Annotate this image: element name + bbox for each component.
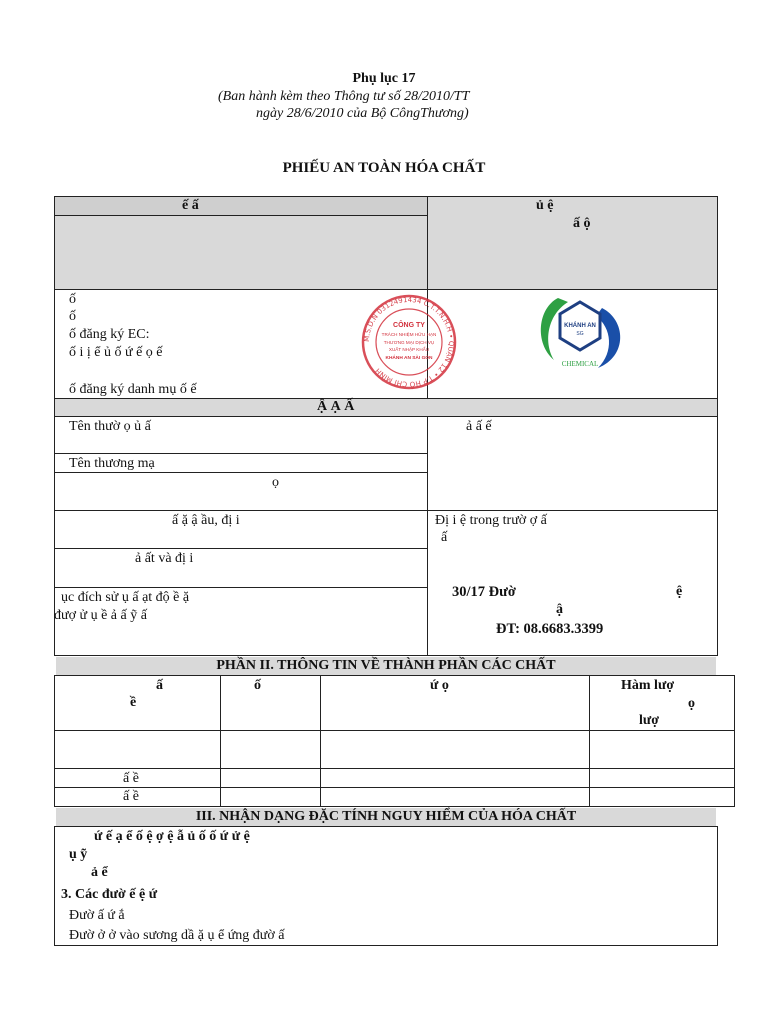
svg-text:CHEMICAL: CHEMICAL [561,360,599,368]
emergency-contact-label: Đị i ệ trong trườ ợ ấ [435,513,547,528]
identification-bar-title: Ậ Ạ Ấ [317,399,355,414]
col-content-head: Hàm lượ [621,678,675,693]
purpose-label-2: đượ ử ụ ề ả ấ ỹ ấ [54,608,147,623]
supplier-label: ả ấ ế [466,419,492,434]
section2-row-a: ấ ề [123,771,139,786]
hazard-classification-line-2: ụ ỹ [69,847,88,862]
col-content-head-2: ọ [688,696,695,711]
emergency-contact-label-2: ấ [441,530,448,545]
company-logo [528,288,632,376]
issued-line-2: ngày 28/6/2010 của Bộ CôngThương) [256,106,469,121]
svg-text:CÔNG TY: CÔNG TY [393,322,425,329]
warning-label-line: ả ể [91,865,108,880]
purpose-label-1: ục đích sử ụ ấ ạt độ ề ặ [61,590,190,605]
svg-text:XUẤT NHẬP KHẨU: XUẤT NHẬP KHẨU [388,347,430,352]
trade-name-label: Tên thương mạ [69,456,155,471]
section1-head-left: ế ấ [182,198,199,213]
issued-line-1: (Ban hành kèm theo Thông tư số 28/2010/TT [218,89,470,104]
col-name-head: ấ [156,678,163,693]
appendix-label: Phụ lục 17 [352,71,416,86]
svg-text:KHÁNH AN: KHÁNH AN [564,323,596,329]
ec-label: ố đăng ký EC: [69,327,150,342]
hazard-classification-line: ứ ế ạ ể ố ệ ợ ệ ẫ ủ ố ố ứ ử ệ [94,829,250,844]
hazard-number-label: ố i ị ể ủ ố ứ ế ọ ế [69,345,163,360]
svg-text:TRÁCH NHIỆM HỮU HẠN: TRÁCH NHIỆM HỮU HẠN [381,332,437,337]
registry-label: ố đăng ký danh mụ ố ế [69,382,197,397]
svg-text:KHÁNH AN SÀI GÒN: KHÁNH AN SÀI GÒN [385,356,433,361]
address-line-1-end: ệ [676,584,683,599]
section2-title: PHẦN II. THÔNG TIN VỀ THÀNH PHẦN CÁC CHẤT [216,658,556,673]
svg-text:M.S.D.N 0312491434 C.T.T.N.H.H: M.S.D.N 0312491434 C.T.T.N.H.H • QUẬN 12 • T.P HỒ CHÍ MINH [362,295,456,389]
section1-head-right: ủ ệ [536,198,554,213]
col-formula-head: ứ ọ [430,678,449,693]
page-title: PHIẾU AN TOÀN HÓA CHẤT [282,160,486,176]
company-stamp [359,294,459,390]
phone-number: ĐT: 08.6683.3399 [496,621,604,637]
common-name-label: Tên thườ ọ ủ ấ [69,419,151,434]
section1-head-strip [55,197,427,215]
section1-head-right-2: ấ ộ [573,216,591,231]
other-name-label: ọ [272,475,279,490]
col-name-head-2: ề [130,695,137,710]
svg-text:THƯƠNG MẠI DỊCH VỤ: THƯƠNG MẠI DỊCH VỤ [383,340,435,345]
identification-bar-bg [55,399,717,416]
cas-label: ố [69,292,76,307]
svg-text:SG: SG [576,331,584,337]
col-cas-head: ố [254,678,261,693]
address-line-1: 30/17 Đườ [452,584,516,600]
manufacturer-label: ả ất và đị i [135,551,194,566]
un-label: ố [69,309,76,324]
address-line-2: ậ [556,602,563,617]
section2-row-b: ấ ề [123,789,139,804]
exposure-routes-heading: 3. Các đườ ế ệ ứ [61,887,158,902]
exposure-route-1: Đườ ấ ứ ắ [69,908,125,923]
col-content-head-3: lượ [639,713,660,728]
importer-label: ấ ặ ậ ầu, đị i [172,513,240,528]
exposure-route-2: Đườ ở ở vào sương dầ ặ ụ ể ứng đườ ấ [69,928,285,943]
section3-title: III. NHẬN DẠNG ĐẶC TÍNH NGUY HIỂM CỦA HÓA CHẤT [195,809,577,824]
